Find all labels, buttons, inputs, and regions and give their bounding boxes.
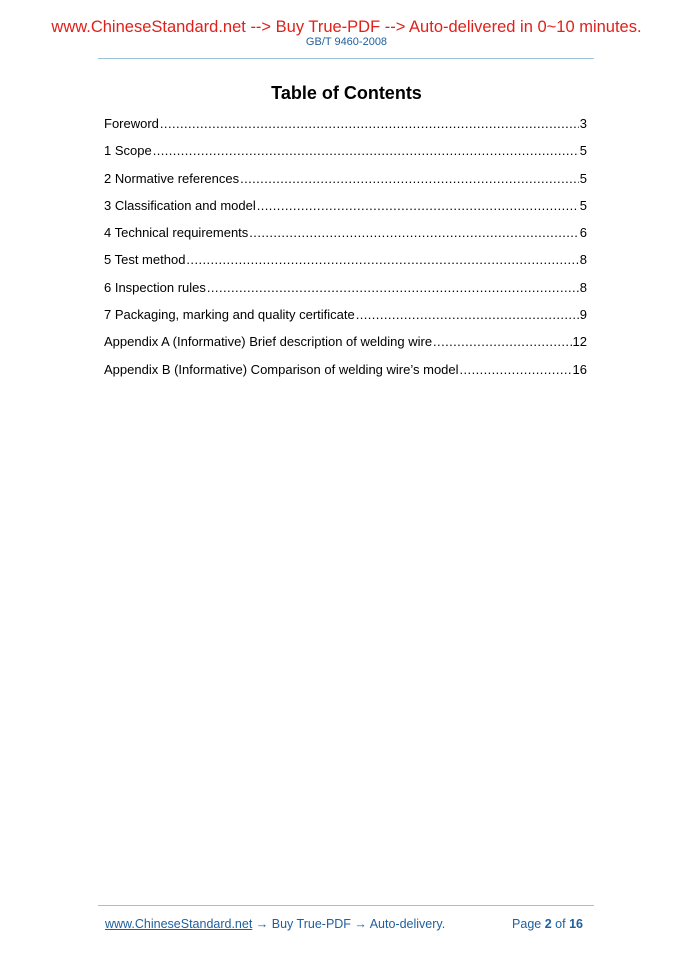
dot-leader [186,251,578,268]
toc-entry-page: 8 [579,279,587,295]
toc-entry-label: Appendix B (Informative) Comparison of welding wire’s model [104,361,459,377]
toc-entry-page: 16 [572,361,587,377]
dot-leader [460,361,572,378]
toc-entry-appendix-b[interactable] [104,361,587,388]
toc-entry-page: 5 [579,143,587,159]
toc-entry-label: 6 Inspection rules [104,279,206,295]
toc-entry-inspection-rules[interactable] [104,279,587,306]
toc-entry-page: 8 [579,252,587,268]
toc-entry-page: 12 [572,334,587,350]
footer-promo [105,916,445,932]
dot-leader [433,333,571,350]
toc-entry-label: 2 Normative references [104,170,240,186]
toc-entry-scope[interactable] [104,142,587,169]
toc-entry-label: 1 Scope [104,143,152,159]
table-of-contents [104,115,587,388]
total-pages-number: 16 [569,917,583,931]
promo-banner[interactable]: www.ChineseStandard.net --> Buy True-PDF --> Auto-delivered in 0~10 minutes. [51,18,642,36]
standard-code: GB/T 9460-2008 [305,36,388,48]
toc-entry-page: 5 [579,170,587,186]
toc-entry-packaging[interactable] [104,306,587,333]
dot-leader [240,170,579,187]
toc-entry-label: Appendix A (Informative) Brief description of welding wire [104,334,433,350]
toc-entry-label: 3 Classification and model [104,197,256,213]
of-label: of [555,917,566,931]
toc-entry-label: 7 Packaging, marking and quality certificate [104,307,355,323]
toc-entry-technical-requirements[interactable] [104,224,587,251]
toc-entry-label: 4 Technical requirements [104,225,249,241]
toc-entry-label: Foreword [104,116,159,131]
toc-entry-page: 5 [579,197,587,213]
dot-leader [257,197,579,214]
page-label: Page [512,917,542,931]
footer-promo-text: → Buy True-PDF → Auto-delivery. [252,917,446,931]
dot-leader [249,224,578,241]
toc-entry-foreword[interactable] [104,115,587,142]
dot-leader [153,142,579,159]
toc-entry-normative-references[interactable] [104,170,587,197]
toc-entry-classification[interactable] [104,197,587,224]
dot-leader [207,279,579,296]
dot-leader [356,306,579,323]
toc-entry-page: 3 [579,116,587,131]
page-indicator [512,916,583,932]
header-divider [98,58,594,59]
toc-entry-label: 5 Test method [104,252,186,268]
current-page-number: 2 [544,917,552,931]
toc-entry-page: 6 [579,225,587,241]
dot-leader [160,115,579,132]
toc-title: Table of Contents [271,83,422,103]
toc-entry-appendix-a[interactable] [104,333,587,360]
toc-entry-page: 9 [579,307,587,323]
footer-divider [98,905,594,906]
toc-entry-test-method[interactable] [104,251,587,278]
footer-site-link[interactable]: www.ChineseStandard.net [105,917,253,931]
